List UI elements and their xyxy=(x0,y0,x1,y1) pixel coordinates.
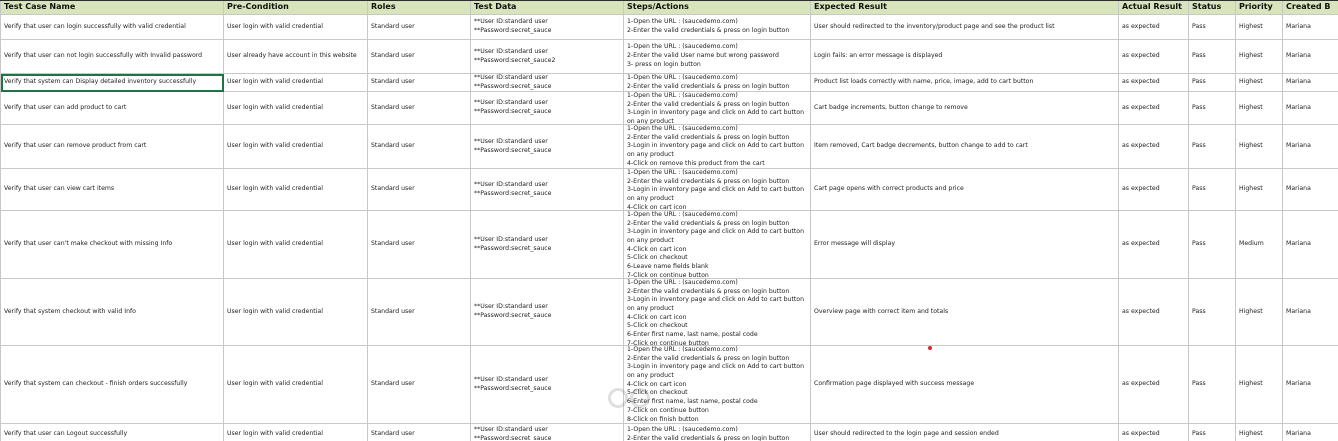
roles-cell[interactable] xyxy=(368,169,471,211)
expected-result-cell-text: Cart page opens with correct products and price xyxy=(814,185,964,193)
steps-cell-line: 3-Login in inventory page and click on Add to cart button xyxy=(627,142,805,150)
roles-cell-text: Standard user xyxy=(371,78,415,86)
priority-cell[interactable] xyxy=(1236,279,1283,346)
test-case-name-cell-text: Verify that user can Logout successfully xyxy=(4,430,128,438)
test-case-name-cell-text: Verify that system checkout with valid Info xyxy=(4,307,136,315)
steps-cell[interactable] xyxy=(624,74,811,92)
expected-result-cell[interactable] xyxy=(811,92,1119,125)
test-data-cell-line: **Password:secret_sauce xyxy=(474,312,552,319)
steps-cell-line: 2-Enter the valid credentials & press on login button xyxy=(627,354,790,362)
status-cell[interactable] xyxy=(1189,125,1236,169)
priority-cell-text: Highest xyxy=(1239,142,1263,150)
steps-cell-line: on any product xyxy=(627,195,674,203)
steps-cell-line: on any product xyxy=(627,305,674,313)
steps-cell-line: 6-Leave name fields blank xyxy=(627,263,709,271)
actual-result-cell[interactable] xyxy=(1119,40,1189,74)
test-data-cell-line: **Password:secret_sauce xyxy=(474,108,552,115)
test-data-cell[interactable] xyxy=(471,92,624,125)
created-by-cell[interactable] xyxy=(1283,92,1338,125)
test-data-cell[interactable] xyxy=(471,346,624,424)
expected-result-cell-text: Item removed, Cart badge decrements, button change to add to cart xyxy=(814,142,1028,150)
test-data-cell-line: **Password:secret_sauce xyxy=(474,189,552,197)
expected-result-cell-text: Error message will display xyxy=(814,240,895,248)
status-cell[interactable] xyxy=(1189,92,1236,125)
priority-cell[interactable] xyxy=(1236,211,1283,279)
test-case-name-cell-text: Verify that system can Display detailed inventory successfully xyxy=(4,78,197,86)
test-data-cell[interactable] xyxy=(471,211,624,279)
steps-cell-line: 4-Click on remove this product from the cart xyxy=(627,159,765,167)
priority-cell-text: Highest xyxy=(1239,78,1263,86)
steps-cell-line: 5-Click on checkout xyxy=(627,322,688,330)
table-row xyxy=(1,346,1338,424)
pre-condition-cell[interactable] xyxy=(224,211,368,279)
test-case-name-cell[interactable] xyxy=(1,346,224,424)
table-row xyxy=(1,279,1338,346)
test-data-cell-line: **Password:secret_sauce xyxy=(474,434,552,441)
steps-cell[interactable] xyxy=(624,92,811,125)
created-by-cell-text: Mariana xyxy=(1286,52,1311,60)
pre-condition-cell[interactable] xyxy=(224,92,368,125)
steps-cell-line: 3-Login in inventory page and click on Add to cart button xyxy=(627,228,805,236)
roles-cell-text: Standard user xyxy=(371,142,415,150)
col-header-actual-result[interactable]: Actual Result xyxy=(1119,1,1189,15)
test-data-cell-line: **User ID:standard user xyxy=(474,180,548,188)
status-cell-text: Pass xyxy=(1192,307,1206,315)
steps-cell[interactable] xyxy=(624,424,811,441)
status-cell-text: Pass xyxy=(1192,52,1206,60)
col-header-priority[interactable]: Priority xyxy=(1236,1,1283,15)
table-row xyxy=(1,211,1338,279)
pre-condition-cell-text: User login with valid credential xyxy=(227,78,323,86)
created-by-cell[interactable] xyxy=(1283,15,1338,40)
test-data-cell-line: **Password:secret_sauce xyxy=(474,244,552,252)
created-by-cell-text: Mariana xyxy=(1286,430,1311,438)
created-by-cell[interactable] xyxy=(1283,346,1338,424)
test-data-cell[interactable] xyxy=(471,279,624,346)
col-header-expected-result[interactable]: Expected Result xyxy=(811,1,1119,15)
steps-cell-line: 1-Open the URL : (saucedemo.com) xyxy=(627,346,738,353)
priority-cell-text: Highest xyxy=(1239,52,1263,60)
steps-cell-line: 2-Enter the valid credentials & press on login button xyxy=(627,219,790,227)
priority-cell-text: Highest xyxy=(1239,103,1263,111)
actual-result-cell[interactable] xyxy=(1119,424,1189,441)
pre-condition-cell[interactable] xyxy=(224,15,368,40)
expected-result-cell[interactable] xyxy=(811,40,1119,74)
status-cell[interactable] xyxy=(1189,279,1236,346)
priority-cell[interactable] xyxy=(1236,424,1283,441)
actual-result-cell-text: as expected xyxy=(1122,103,1160,111)
status-cell[interactable] xyxy=(1189,74,1236,92)
status-cell-text: Pass xyxy=(1192,142,1206,150)
steps-cell-line: 2-Enter the valid credentials & press on login button xyxy=(627,177,790,185)
expected-result-cell[interactable] xyxy=(811,346,1119,424)
expected-result-cell-text: User should redirected to the inventory/product page and see the product list xyxy=(814,22,1055,30)
header-row xyxy=(1,1,1338,15)
steps-cell-line: 4-Click on cart icon xyxy=(627,380,687,388)
steps-cell-line: 2-Enter the valid credentials & press on login button xyxy=(627,82,790,90)
status-cell[interactable] xyxy=(1189,40,1236,74)
test-case-name-cell-text: Verify that user can view cart items xyxy=(4,185,115,193)
expected-result-cell-text: Cart badge increments, button change to remove xyxy=(814,103,968,111)
priority-cell-text: Medium xyxy=(1239,240,1264,248)
status-cell[interactable] xyxy=(1189,15,1236,40)
status-cell-text: Pass xyxy=(1192,78,1206,86)
actual-result-cell[interactable] xyxy=(1119,15,1189,40)
created-by-cell[interactable] xyxy=(1283,211,1338,279)
test-data-cell-line: **Password:secret_sauce xyxy=(474,27,552,34)
created-by-cell[interactable] xyxy=(1283,125,1338,169)
test-data-cell[interactable] xyxy=(471,424,624,441)
pre-condition-cell-text: User login with valid credential xyxy=(227,103,323,111)
col-header-created-by[interactable]: Created B xyxy=(1283,1,1338,15)
roles-cell-text: Standard user xyxy=(371,380,415,388)
roles-cell-text: Standard user xyxy=(371,52,415,60)
priority-cell[interactable] xyxy=(1236,40,1283,74)
pre-condition-cell-text: User login with valid credential xyxy=(227,430,323,438)
roles-cell-text: Standard user xyxy=(371,430,415,438)
test-case-name-cell[interactable] xyxy=(1,169,224,211)
table-row xyxy=(1,74,1338,92)
test-data-cell[interactable] xyxy=(471,40,624,74)
created-by-cell-text: Mariana xyxy=(1286,78,1311,86)
test-data-cell[interactable] xyxy=(471,125,624,169)
pre-condition-cell[interactable] xyxy=(224,40,368,74)
created-by-cell-text: Mariana xyxy=(1286,103,1311,111)
status-cell-text: Pass xyxy=(1192,185,1206,193)
test-data-cell-line: **User ID:standard user xyxy=(474,303,548,311)
test-data-cell-line: **Password:secret_sauce2 xyxy=(474,56,556,64)
priority-cell-text: Highest xyxy=(1239,22,1263,30)
table-row xyxy=(1,125,1338,169)
steps-cell[interactable] xyxy=(624,125,811,169)
steps-cell[interactable] xyxy=(624,279,811,346)
pre-condition-cell[interactable] xyxy=(224,279,368,346)
col-header-test-case-name[interactable]: Test Case Name xyxy=(1,1,224,15)
status-cell[interactable] xyxy=(1189,169,1236,211)
test-data-cell-line: **User ID:standard user xyxy=(474,235,548,243)
priority-cell-text: Highest xyxy=(1239,430,1263,438)
priority-cell[interactable] xyxy=(1236,346,1283,424)
steps-cell[interactable] xyxy=(624,169,811,211)
priority-cell-text: Highest xyxy=(1239,380,1263,388)
roles-cell[interactable] xyxy=(368,74,471,92)
pre-condition-cell[interactable] xyxy=(224,125,368,169)
steps-cell-line: 1-Open the URL : (saucedemo.com) xyxy=(627,18,738,26)
status-cell-text: Pass xyxy=(1192,430,1206,438)
expected-result-cell[interactable] xyxy=(811,211,1119,279)
actual-result-cell-text: as expected xyxy=(1122,142,1160,150)
test-data-cell[interactable] xyxy=(471,169,624,211)
test-case-name-cell[interactable] xyxy=(1,211,224,279)
actual-result-cell[interactable] xyxy=(1119,74,1189,92)
actual-result-cell-text: as expected xyxy=(1122,430,1160,438)
roles-cell-text: Standard user xyxy=(371,185,415,193)
created-by-cell[interactable] xyxy=(1283,40,1338,74)
status-cell-text: Pass xyxy=(1192,240,1206,248)
actual-result-cell[interactable] xyxy=(1119,92,1189,125)
roles-cell-text: Standard user xyxy=(371,307,415,315)
status-cell[interactable] xyxy=(1189,346,1236,424)
steps-cell[interactable] xyxy=(624,211,811,279)
pre-condition-cell-text: User login with valid credential xyxy=(227,185,323,193)
test-data-cell-line: **User ID:standard user xyxy=(474,425,548,433)
roles-cell[interactable] xyxy=(368,125,471,169)
table-row xyxy=(1,40,1338,74)
actual-result-cell[interactable] xyxy=(1119,169,1189,211)
created-by-cell-text: Mariana xyxy=(1286,185,1311,193)
col-header-steps-actions[interactable]: Steps/Actions xyxy=(624,1,811,15)
steps-cell-line: 1-Open the URL : (saucedemo.com) xyxy=(627,425,738,433)
test-case-name-cell-text: Verify that system can checkout - finish orders successfully xyxy=(4,380,188,388)
priority-cell[interactable] xyxy=(1236,74,1283,92)
status-cell-text: Pass xyxy=(1192,380,1206,388)
created-by-cell[interactable] xyxy=(1283,169,1338,211)
test-case-name-cell-text: Verify that user can add product to cart xyxy=(4,103,127,111)
table-row xyxy=(1,169,1338,211)
test-data-cell-line: **User ID:standard user xyxy=(474,99,548,107)
steps-cell-line: 2-Enter the valid credentials & press on login button xyxy=(627,100,790,108)
test-case-name-cell[interactable] xyxy=(1,92,224,125)
table-row xyxy=(1,15,1338,40)
roles-cell[interactable] xyxy=(368,92,471,125)
pre-condition-cell[interactable] xyxy=(224,169,368,211)
actual-result-cell[interactable] xyxy=(1119,279,1189,346)
roles-cell-text: Standard user xyxy=(371,103,415,111)
actual-result-cell-text: as expected xyxy=(1122,307,1160,315)
steps-cell-line: 2-Enter the valid credentials & press on login button xyxy=(627,133,790,141)
actual-result-cell-text: as expected xyxy=(1122,240,1160,248)
actual-result-cell-text: as expected xyxy=(1122,78,1160,86)
created-by-cell-text: Mariana xyxy=(1286,142,1311,150)
roles-cell[interactable] xyxy=(368,15,471,40)
pre-condition-cell[interactable] xyxy=(224,346,368,424)
expected-result-cell-text: Product list loads correctly with name, price, image, add to cart button xyxy=(814,78,1034,86)
steps-cell-line: 1-Open the URL : (saucedemo.com) xyxy=(627,211,738,218)
test-case-name-cell[interactable] xyxy=(1,424,224,441)
test-data-cell-line: **Password:secret_sauce xyxy=(474,146,552,154)
steps-cell-line: 1-Open the URL : (saucedemo.com) xyxy=(627,74,738,81)
created-by-cell-text: Mariana xyxy=(1286,380,1311,388)
test-case-name-cell-text: Verify that user can login successfully with valid credential xyxy=(4,22,186,30)
created-by-cell[interactable] xyxy=(1283,424,1338,441)
red-cursor-dot xyxy=(928,346,932,350)
created-by-cell-text: Mariana xyxy=(1286,22,1311,30)
priority-cell[interactable] xyxy=(1236,169,1283,211)
steps-cell-line: 2-Enter the valid credentials & press on login button xyxy=(627,434,790,441)
actual-result-cell-text: as expected xyxy=(1122,22,1160,30)
table-row xyxy=(1,92,1338,125)
test-case-name-cell[interactable] xyxy=(1,15,224,40)
expected-result-cell[interactable] xyxy=(811,74,1119,92)
roles-cell[interactable] xyxy=(368,424,471,441)
steps-cell-line: on any product xyxy=(627,372,674,380)
steps-cell-line: 3-Login in inventory page and click on Add to cart button xyxy=(627,186,805,194)
steps-cell-line: 3-Login in inventory page and click on Add to cart button xyxy=(627,363,805,371)
steps-cell-line: 1-Open the URL : (saucedemo.com) xyxy=(627,43,738,51)
actual-result-cell-text: as expected xyxy=(1122,380,1160,388)
test-data-cell-line: **Password:secret_sauce xyxy=(474,82,552,90)
expected-result-cell[interactable] xyxy=(811,279,1119,346)
created-by-cell-text: Mariana xyxy=(1286,240,1311,248)
steps-cell-line: 4-Click on cart icon xyxy=(627,313,687,321)
roles-cell[interactable] xyxy=(368,279,471,346)
pre-condition-cell-text: User already have account in this website xyxy=(227,52,357,60)
col-header-status[interactable]: Status xyxy=(1189,1,1236,15)
test-case-name-cell-text: Verify that user can not login successfully with Invalid password xyxy=(4,52,203,60)
col-header-roles[interactable]: Roles xyxy=(368,1,471,15)
steps-cell-line: 7-Click on continue button xyxy=(627,271,709,278)
expected-result-cell[interactable] xyxy=(811,125,1119,169)
steps-cell-line: 6-Enter first name, last name, postal code xyxy=(627,398,758,406)
steps-cell-line: 2-Enter the valid credentials & press on login button xyxy=(627,27,790,34)
priority-cell-text: Highest xyxy=(1239,185,1263,193)
test-case-name-cell[interactable] xyxy=(1,279,224,346)
test-case-name-cell-text: Verify that user can't make checkout with missing Info xyxy=(4,240,173,248)
steps-cell-line: 3- press on login button xyxy=(627,60,701,68)
steps-cell-line: 7-Click on continue button xyxy=(627,339,709,345)
test-case-name-cell[interactable] xyxy=(1,125,224,169)
priority-cell[interactable] xyxy=(1236,125,1283,169)
expected-result-cell-text: Confirmation page displayed with success message xyxy=(814,380,975,388)
roles-cell-text: Standard user xyxy=(371,22,415,30)
steps-cell-line: 7-Click on continue button xyxy=(627,406,709,414)
steps-cell-line: 5-Click on checkout xyxy=(627,389,688,397)
actual-result-cell[interactable] xyxy=(1119,125,1189,169)
test-case-name-cell-text: Verify that user can remove product from cart xyxy=(4,142,147,150)
steps-cell-line: on any product xyxy=(627,237,674,245)
test-data-cell-line: **User ID:standard user xyxy=(474,74,548,81)
created-by-cell[interactable] xyxy=(1283,74,1338,92)
roles-cell[interactable] xyxy=(368,346,471,424)
status-cell-text: Pass xyxy=(1192,103,1206,111)
col-header-test-data[interactable]: Test Data xyxy=(471,1,624,15)
expected-result-cell[interactable] xyxy=(811,169,1119,211)
status-cell-text: Pass xyxy=(1192,22,1206,30)
steps-cell-line: 8-Click on finish button xyxy=(627,415,699,423)
actual-result-cell-text: as expected xyxy=(1122,52,1160,60)
pre-condition-cell-text: User login with valid credential xyxy=(227,240,323,248)
roles-cell[interactable] xyxy=(368,211,471,279)
col-header-pre-condition[interactable]: Pre-Condition xyxy=(224,1,368,15)
steps-cell-line: 3-Login in inventory page and click on Add to cart button xyxy=(627,109,805,117)
test-data-cell-line: **User ID:standard user xyxy=(474,47,548,55)
steps-cell-line: 6-Enter first name, last name, postal code xyxy=(627,331,758,339)
roles-cell[interactable] xyxy=(368,40,471,74)
pre-condition-cell-text: User login with valid credential xyxy=(227,22,323,30)
watermark-logo xyxy=(608,388,654,418)
status-cell[interactable] xyxy=(1189,424,1236,441)
steps-cell[interactable] xyxy=(624,40,811,74)
expected-result-cell-text: Login fails: an error message is displayed xyxy=(814,52,943,60)
pre-condition-cell-text: User login with valid credential xyxy=(227,307,323,315)
steps-cell-line: on any product xyxy=(627,118,674,124)
steps-cell-line: 3-Login in inventory page and click on Add to cart button xyxy=(627,296,805,304)
expected-result-cell-text: Overview page with correct item and totals xyxy=(814,307,949,315)
test-data-cell-line: **User ID:standard user xyxy=(474,18,548,26)
expected-result-cell[interactable] xyxy=(811,424,1119,441)
steps-cell-line: 1-Open the URL : (saucedemo.com) xyxy=(627,92,738,99)
grid-top-border xyxy=(0,0,1338,1)
steps-cell-line: 4-Click on cart icon xyxy=(627,203,687,210)
steps-cell-line: 2-Enter the valid User name but wrong password xyxy=(627,52,779,60)
table-row xyxy=(1,424,1338,441)
test-data-cell-line: **Password:secret_sauce xyxy=(474,384,552,392)
actual-result-cell[interactable] xyxy=(1119,346,1189,424)
test-case-name-cell[interactable] xyxy=(1,74,224,92)
created-by-cell[interactable] xyxy=(1283,279,1338,346)
expected-result-cell-text: User should redirected to the login page and session ended xyxy=(814,430,999,438)
roles-cell-text: Standard user xyxy=(371,240,415,248)
actual-result-cell[interactable] xyxy=(1119,211,1189,279)
priority-cell[interactable] xyxy=(1236,92,1283,125)
steps-cell-line: 2-Enter the valid credentials & press on login button xyxy=(627,287,790,295)
pre-condition-cell[interactable] xyxy=(224,74,368,92)
steps-cell-line: 5-Click on checkout xyxy=(627,254,688,262)
steps-cell-line: 4-Click on cart icon xyxy=(627,245,687,253)
test-data-cell-line: **User ID:standard user xyxy=(474,375,548,383)
pre-condition-cell-text: User login with valid credential xyxy=(227,380,323,388)
test-data-cell[interactable] xyxy=(471,15,624,40)
steps-cell-line: 1-Open the URL : (saucedemo.com) xyxy=(627,279,738,286)
test-data-cell-line: **User ID:standard user xyxy=(474,137,548,145)
created-by-cell-text: Mariana xyxy=(1286,307,1311,315)
status-cell[interactable] xyxy=(1189,211,1236,279)
test-case-name-cell[interactable] xyxy=(1,40,224,74)
actual-result-cell-text: as expected xyxy=(1122,185,1160,193)
test-data-cell[interactable] xyxy=(471,74,624,92)
priority-cell-text: Highest xyxy=(1239,307,1263,315)
steps-cell-line: 1-Open the URL : (saucedemo.com) xyxy=(627,169,738,176)
expected-result-cell[interactable] xyxy=(811,15,1119,40)
priority-cell[interactable] xyxy=(1236,15,1283,40)
steps-cell-line: on any product xyxy=(627,151,674,159)
steps-cell[interactable] xyxy=(624,15,811,40)
pre-condition-cell[interactable] xyxy=(224,424,368,441)
steps-cell-line: 1-Open the URL : (saucedemo.com) xyxy=(627,125,738,132)
pre-condition-cell-text: User login with valid credential xyxy=(227,142,323,150)
